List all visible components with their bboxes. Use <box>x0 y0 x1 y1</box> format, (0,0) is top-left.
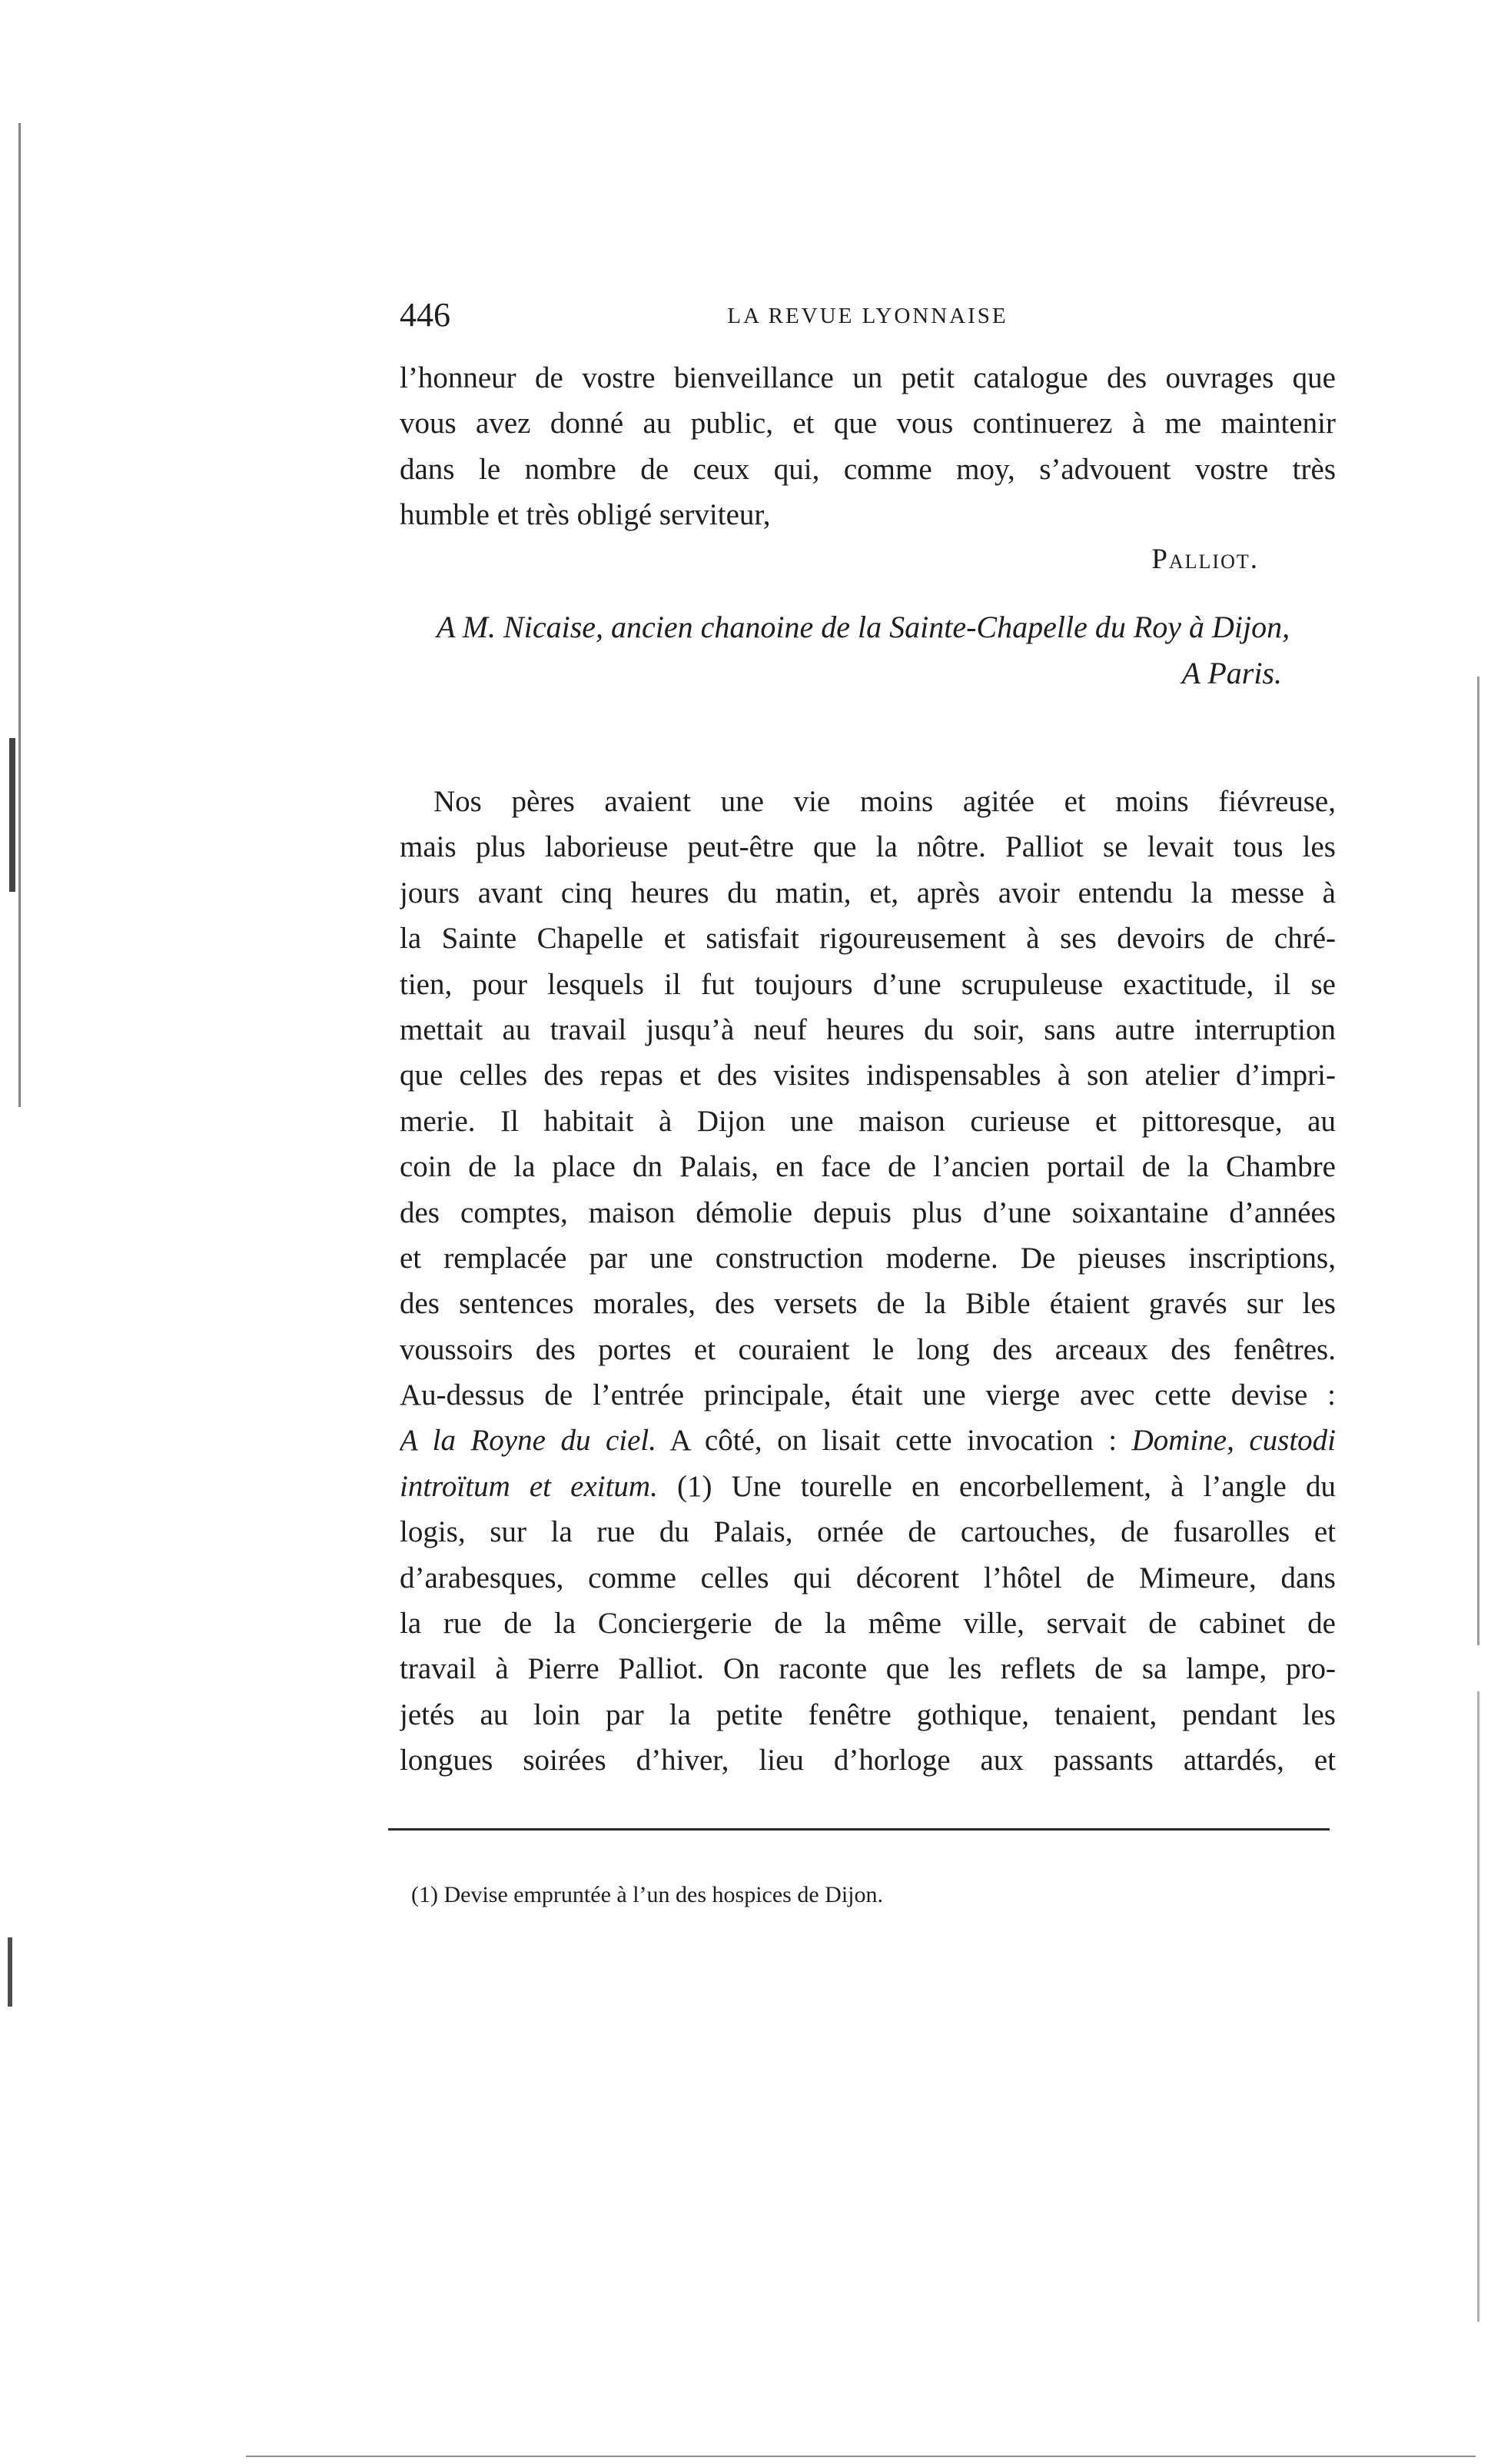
text-line: humble et très obligé serviteur, <box>400 498 771 532</box>
text-line: et remplacée par une construction moderne. De pieuses inscriptions, <box>400 1241 1336 1275</box>
italic-text: A la Royne du ciel. <box>400 1424 656 1458</box>
italic-text: Domine, custodi <box>1131 1424 1336 1458</box>
letter-closing <box>400 355 1336 538</box>
text-line: tien, pour lesquels il fut toujours d’une scrupuleuse exactitude, il se <box>400 967 1336 1001</box>
letter-address <box>400 604 1336 697</box>
text-line: la rue de la Conciergerie de la même ville, servait de cabinet de <box>400 1607 1336 1641</box>
signature <box>400 537 1259 583</box>
text-line: Au-dessus de l’entrée principale, était une vierge avec cette devise : <box>400 1378 1336 1412</box>
address-line: A M. Nicaise, ancien chanoine de la Sainte-Chapelle du Roy à Dijon, <box>437 610 1290 644</box>
text-line: des sentences morales, des versets de la Bible étaient gravés sur les <box>400 1287 1336 1321</box>
text-line <box>400 1464 1336 1509</box>
running-head: LA REVUE LYONNAISE <box>727 304 1008 328</box>
scan-edge-left-dark <box>9 738 15 892</box>
text-line: travail à Pierre Palliot. On raconte que les reflets de sa lampe, pro- <box>400 1652 1336 1686</box>
address-city: A Paris. <box>1181 656 1282 690</box>
text-line: vous avez donné au public, et que vous continuerez à me maintenir <box>400 407 1336 441</box>
body-paragraph <box>400 779 1336 1784</box>
italic-text: introïtum et exitum. <box>400 1469 658 1503</box>
text-line: que celles des repas et des visites indispensables à son atelier d’impri- <box>400 1059 1336 1092</box>
text-line: merie. Il habitait à Dijon une maison curieuse et pittoresque, au <box>400 1104 1336 1138</box>
text-line: longues soirées d’hiver, lieu d’horloge aux passants attardés, et <box>400 1744 1336 1777</box>
text-line: la Sainte Chapelle et satisfait rigoureusement à ses devoirs de chré- <box>400 922 1336 956</box>
signature-name: Palliot. <box>1151 544 1259 575</box>
roman-text: (1) Une tourelle en encorbellement, à l’angle du <box>657 1469 1336 1503</box>
text-line: mais plus laborieuse peut-être que la nôtre. Palliot se levait tous les <box>400 830 1336 864</box>
text-line: dans le nombre de ceux qui, comme moy, s’advouent vostre très <box>400 452 1336 486</box>
scan-edge-left <box>18 123 21 1107</box>
text-line: d’arabesques, comme celles qui décorent l’hôtel de Mimeure, dans <box>400 1561 1336 1594</box>
footnote: (1) Devise empruntée à l’un des hospices de Dijon. <box>411 1882 883 1907</box>
text-line: jetés au loin par la petite fenêtre gothique, tenaient, pendant les <box>400 1698 1336 1731</box>
text-line: l’honneur de vostre bienveillance un petit catalogue des ouvrages que <box>400 361 1336 394</box>
footnote-divider <box>388 1828 1330 1831</box>
roman-text: A côté, on lisait cette invocation : <box>656 1424 1132 1458</box>
scan-edge-right-lower <box>1477 1691 1479 2322</box>
text-line: Nos pères avaient une vie moins agitée et moins fiévreuse, <box>433 785 1336 818</box>
text-line: voussoirs des portes et couraient le long des arceaux des fenêtres. <box>400 1332 1336 1366</box>
page-number: 446 <box>400 296 450 334</box>
scan-edge-left-mark <box>8 1937 12 2007</box>
text-line: coin de la place dn Palais, en face de l’ancien portail de la Chambre <box>400 1150 1336 1184</box>
text-line: mettait au travail jusqu’à neuf heures du soir, sans autre interruption <box>400 1013 1336 1046</box>
text-line: des comptes, maison démolie depuis plus d’une soixantaine d’années <box>400 1195 1336 1229</box>
page-header <box>400 292 1336 338</box>
scan-edge-right <box>1477 677 1479 1645</box>
scan-edge-bottom <box>246 2456 1476 2457</box>
text-line: jours avant cinq heures du matin, et, après avoir entendu la messe à <box>400 876 1336 909</box>
text-line <box>400 1418 1336 1463</box>
text-line: logis, sur la rue du Palais, ornée de cartouches, de fusarolles et <box>400 1515 1336 1549</box>
